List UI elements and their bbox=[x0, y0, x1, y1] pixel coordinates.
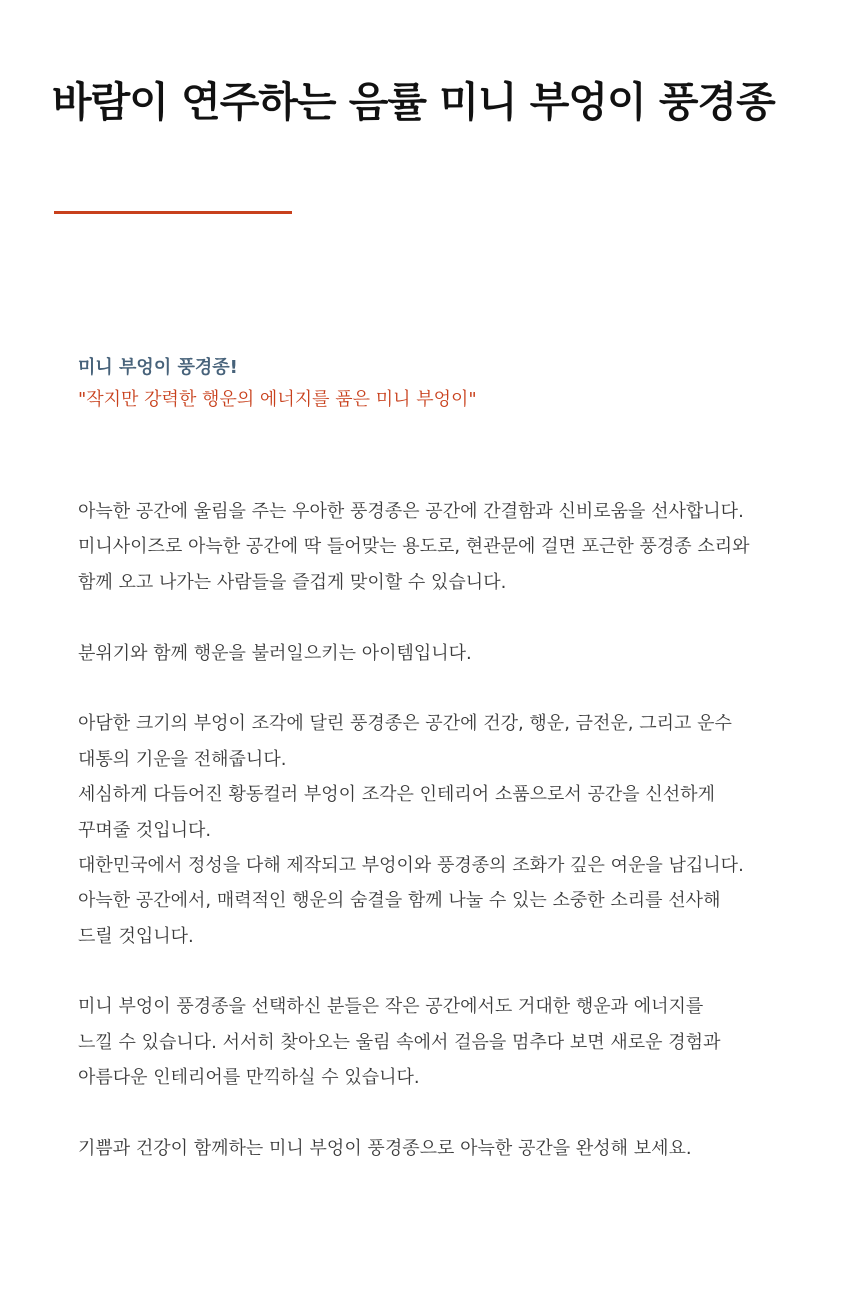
description-line: 드릴 것입니다. bbox=[78, 925, 194, 947]
intro-quote: "작지만 강력한 행운의 에너지를 품은 미니 부엉이" bbox=[78, 389, 477, 410]
paragraph-spacer bbox=[78, 600, 848, 635]
description-line: 아름다운 인테리어를 만끽하실 수 있습니다. bbox=[78, 1067, 420, 1089]
paragraph-spacer bbox=[78, 1096, 848, 1131]
paragraph-spacer bbox=[78, 671, 848, 706]
title-underline-divider bbox=[54, 211, 292, 214]
page-title: 바람이 연주하는 음률 미니 부엉이 풍경종 bbox=[52, 78, 775, 126]
description-line: 아담한 크기의 부엉이 조각에 달린 풍경종은 공간에 건강, 행운, 금전운, 그리고 운수 bbox=[78, 713, 732, 735]
description-line: 미니 부엉이 풍경종을 선택하신 분들은 작은 공간에서도 거대한 행운과 에너지를 bbox=[78, 996, 704, 1018]
description-body bbox=[78, 494, 848, 1166]
description-line: 아늑한 공간에서, 매력적인 행운의 숨결을 함께 나눌 수 있는 소중한 소리를 선사해 bbox=[78, 890, 721, 912]
intro-section bbox=[78, 352, 477, 416]
description-line: 대한민국에서 정성을 다해 제작되고 부엉이와 풍경종의 조화가 깊은 여운을 남깁니다. bbox=[78, 854, 744, 876]
description-line: 기쁨과 건강이 함께하는 미니 부엉이 풍경종으로 아늑한 공간을 완성해 보세요. bbox=[78, 1138, 692, 1160]
description-line: 분위기와 함께 행운을 불러일으키는 아이템입니다. bbox=[78, 642, 472, 664]
description-line: 세심하게 다듬어진 황동컬러 부엉이 조각은 인테리어 소품으로서 공간을 신선하게 bbox=[78, 784, 715, 806]
paragraph-spacer bbox=[78, 954, 848, 989]
description-line: 미니사이즈로 아늑한 공간에 딱 들어맞는 용도로, 현관문에 걸면 포근한 풍경종 소리와 bbox=[78, 536, 750, 558]
description-line: 대통의 기운을 전해줍니다. bbox=[78, 748, 287, 770]
description-line: 느낄 수 있습니다. 서서히 찾아오는 울림 속에서 걸음을 멈추다 보면 새로운 경험과 bbox=[78, 1031, 721, 1053]
intro-heading: 미니 부엉이 풍경종! bbox=[78, 357, 238, 378]
description-line: 꾸며줄 것입니다. bbox=[78, 819, 212, 841]
description-line: 아늑한 공간에 울림을 주는 우아한 풍경종은 공간에 간결함과 신비로움을 선사합니다. bbox=[78, 501, 744, 522]
description-line: 함께 오고 나가는 사람들을 즐겁게 맞이할 수 있습니다. bbox=[78, 571, 507, 593]
